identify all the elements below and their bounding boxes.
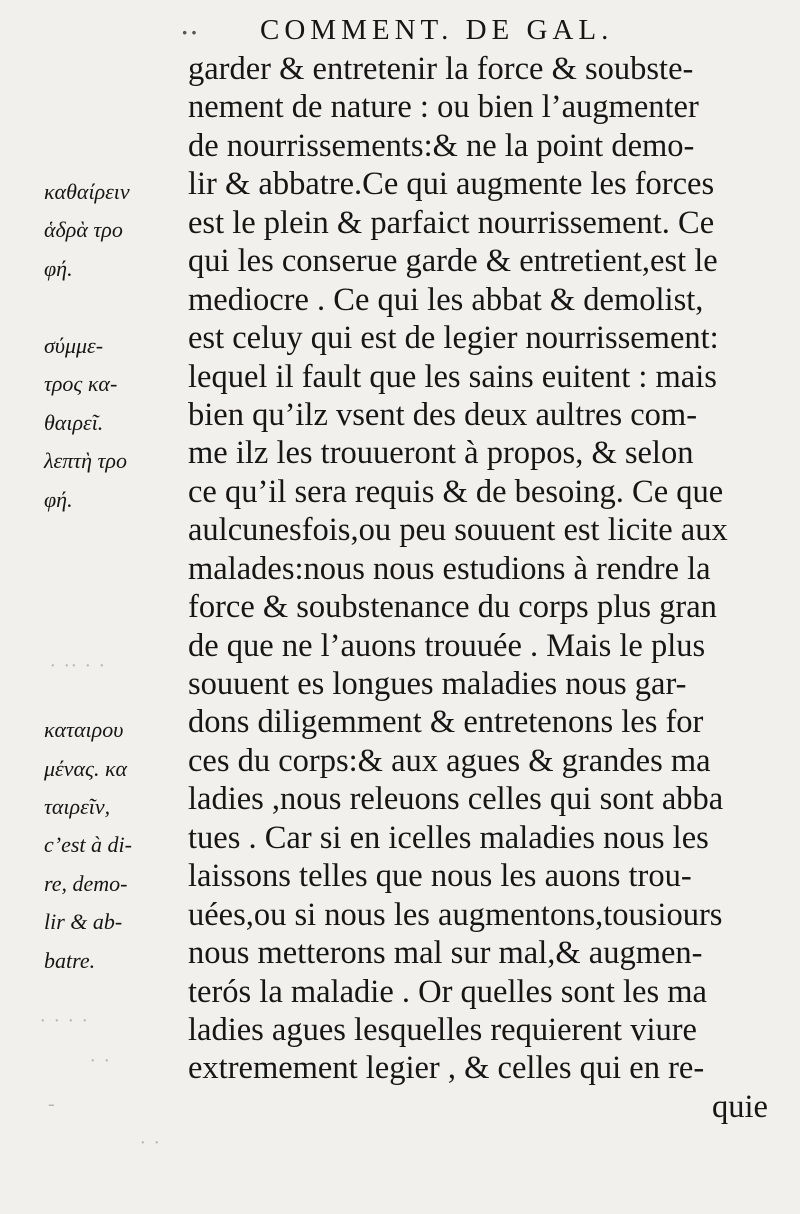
text-line: ces du corps:& aux agues & grandes ma	[188, 742, 711, 779]
text-line: dons diligemment & entretenons les for	[188, 704, 704, 741]
margin-note: τρος κα-	[44, 371, 118, 397]
text-line: ladies ,nous releuons celles qui sont abba	[188, 781, 724, 818]
text-line: me ilz les trouueront à propos, & selon	[188, 435, 694, 472]
body-text	[188, 50, 768, 1126]
text-line: lir & abbatre.Ce qui augmente les forces	[188, 166, 715, 203]
margin-note: σύμμε-	[44, 332, 104, 358]
text-line: force & soubstenance du corps plus gran	[188, 589, 717, 626]
margin-note: καθαίρειν	[44, 179, 130, 204]
margin-note: c’est à di-	[44, 832, 132, 858]
margin-note	[44, 596, 184, 634]
margin-note: ταιρεῖν,	[44, 794, 111, 819]
show-through-text: -	[48, 1093, 57, 1115]
show-through-text: · ·	[140, 1132, 161, 1154]
text-line: extremement legier , & celles qui en re-	[188, 1050, 705, 1087]
margin-note: lir & ab-	[44, 909, 123, 935]
text-line: ladies agues lesquelles requierent viure	[188, 1011, 697, 1048]
running-header: COMMENT. DE GAL.	[260, 14, 614, 46]
catchword: quie	[712, 1088, 768, 1125]
margin-notes	[44, 173, 184, 980]
margin-note	[44, 673, 184, 711]
text-line: mediocre . Ce qui les abbat & demolist,	[188, 281, 704, 318]
show-through-text: · ·· · ·	[50, 655, 106, 677]
margin-note: καταιρου	[44, 717, 124, 743]
margin-note: μένας. κα	[44, 755, 128, 781]
margin-note: φή.	[44, 255, 73, 281]
margin-note	[44, 519, 184, 557]
text-line: lequel il fault que les sains euitent : mais	[188, 358, 717, 395]
text-line: qui les conserue garde & entretient,est le	[188, 243, 718, 280]
show-through-mark: ‥	[180, 10, 199, 41]
text-line: laissons telles que nous les auons trou-	[188, 858, 692, 895]
text-line: bien qu’ilz vsent des deux aultres com-	[188, 396, 698, 433]
margin-note: φή.	[44, 486, 73, 512]
text-line: garder & entretenir la force & soubste-	[188, 51, 694, 87]
text-line: uées,ou si nous les augmentons,tousiours	[188, 896, 723, 933]
text-line: est celuy qui est de legier nourrissement:	[188, 320, 719, 357]
text-line: de que ne l’auons trouuée . Mais le plus	[188, 627, 706, 664]
text-line: souuent es longues maladies nous gar-	[188, 666, 687, 702]
margin-note: ἁδρὰ τρο	[44, 217, 123, 243]
text-line: est le plein & parfaict nourrissement. Ce	[188, 204, 715, 241]
margin-note: λεπτὴ τρο	[44, 448, 127, 474]
margin-note	[44, 288, 184, 326]
margin-note: re, demo-	[44, 870, 128, 896]
margin-note: batre.	[44, 947, 96, 973]
text-line: nous metterons mal sur mal,& augmen-	[188, 935, 703, 972]
margin-note: θαιρεῖ.	[44, 409, 104, 435]
text-line: de nourrissements:& ne la point demo-	[188, 127, 695, 164]
text-line: ce qu’il sera requis & de besoing. Ce que	[188, 473, 724, 510]
text-line: nement de nature : ou bien l’augmenter	[188, 89, 699, 126]
show-through-text: · ·	[90, 1050, 111, 1072]
margin-note	[44, 557, 184, 595]
show-through-text: · · · ·	[40, 1010, 89, 1032]
text-line: aulcunesfois,ou peu souuent est licite aux	[188, 512, 728, 549]
text-line: tues . Car si en icelles maladies nous les	[188, 819, 709, 856]
text-line: malades:nous nous estudions à rendre la	[188, 550, 711, 587]
text-line: terós la maladie . Or quelles sont les ma	[188, 973, 707, 1010]
